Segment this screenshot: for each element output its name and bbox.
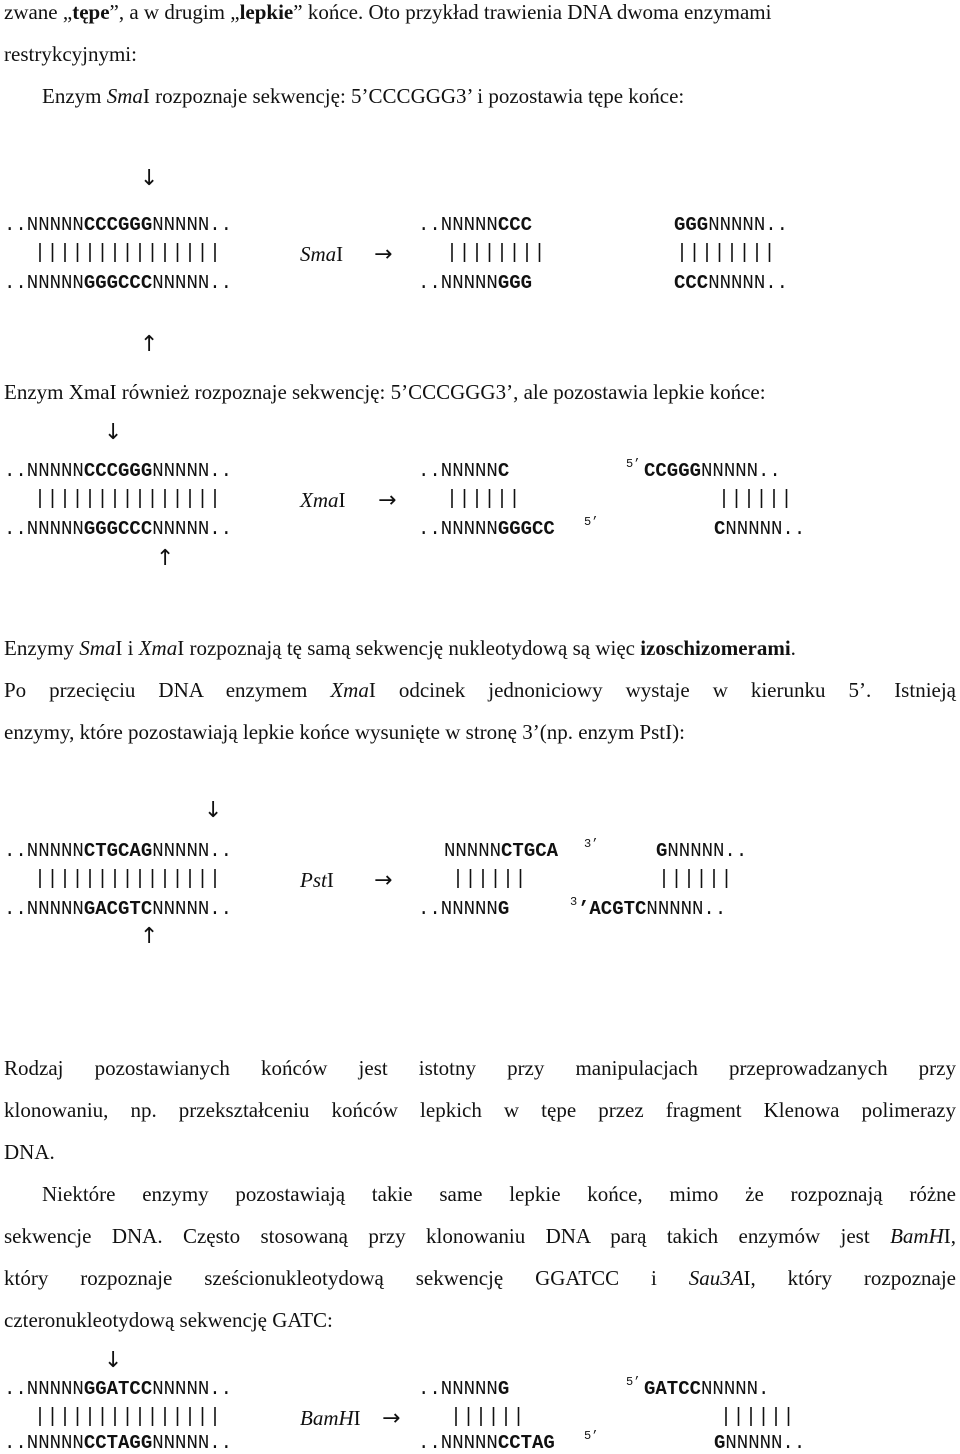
xma-result-top-right: CCGGGNNNNN.. [644, 460, 781, 482]
sma-enzyme-label: SmaI [300, 242, 344, 266]
sma-result-pairs-left: |||||||| [446, 242, 547, 265]
pst-enzyme-label: PstI [300, 868, 334, 892]
para-bamhi-4: czteronukleotydową sekwencję GATC: [4, 1308, 333, 1332]
term-lepkie: lepkie [239, 0, 294, 24]
pst-base-pairs: ||||||||||||||| [34, 868, 222, 891]
xma-enzyme-label: XmaI [300, 488, 346, 512]
text: ”, a w drugim „ [109, 0, 240, 24]
pst-result-pairs-left: |||||| [452, 868, 528, 891]
bam-top-strand: ..NNNNNGGATCCNNNNN.. [4, 1378, 233, 1400]
intro-line-1 [4, 2, 771, 23]
sma-result-bottom-left: ..NNNNNGGG [418, 272, 533, 294]
bam-bottom-strand: ..NNNNNCCTAGGNNNNN.. [4, 1432, 233, 1454]
cut-arrow-down-icon: ↓ [140, 166, 159, 191]
enzyme-name: Sma [106, 84, 143, 108]
para-bamhi-3: który rozpoznaje sześcionukleotydową sekwencję GGATCC i Sau3AI, który rozpoznaje [4, 1266, 956, 1290]
para-izoschizomery-1: Enzymy SmaI i XmaI rozpoznają tę samą sekwencję nukleotydową są więc izoschizomerami. [4, 636, 796, 660]
cut-arrow-down-icon: ↓ [104, 1348, 123, 1373]
term-tepe: tępe [72, 0, 110, 24]
xma-base-pairs: ||||||||||||||| [34, 488, 222, 511]
pst-result-bottom-left: ..NNNNNG [418, 898, 510, 920]
bam-result-bottom-right: GNNNNN.. [714, 1432, 806, 1454]
pst-end-label: 3’ [584, 837, 599, 851]
para-bamhi-2: sekwencje DNA. Często stosowaną przy klonowaniu DNA parą takich enzymów jest BamHI, [4, 1224, 956, 1248]
pst-result-top-left: NNNNNCTGCA [444, 840, 559, 862]
text: I rozpoznaje sekwencję: 5’CCCGGG3’ i pozostawia tępe końce: [142, 84, 685, 108]
para-klonowanie-2: klonowaniu, np. przekształceniu końców lepkich w tępe przez fragment Klenowa polimerazy [4, 1098, 956, 1122]
arrow-right-icon: → [374, 242, 393, 267]
sma-top-strand: ..NNNNNCCCGGGNNNNN.. [4, 214, 233, 236]
pst-result-pairs-right: |||||| [658, 868, 734, 891]
arrow-right-icon: → [378, 488, 397, 513]
sma-result-pairs-right: |||||||| [676, 242, 777, 265]
bam-result-bottom-left: ..NNNNNCCTAG [418, 1432, 555, 1454]
para-bamhi-1: Niektóre enzymy pozostawiają takie same lepkie końce, mimo że rozpoznają różne [42, 1182, 956, 1206]
para-izoschizomery-2: Po przecięciu DNA enzymem XmaI odcinek jednoniciowy wystaje w kierunku 5’. Istnieją [4, 678, 957, 702]
xma-bottom-strand: ..NNNNNGGGCCCNNNNN.. [4, 518, 233, 540]
xma-result-pairs-left: |||||| [446, 488, 522, 511]
pst-end-label: 3 [570, 895, 578, 909]
para-klonowanie-3: DNA. [4, 1140, 55, 1164]
sma-base-pairs: ||||||||||||||| [34, 242, 222, 265]
intro-line-3 [42, 86, 684, 107]
pst-bottom-strand: ..NNNNNGACGTCNNNNN.. [4, 898, 233, 920]
term-izoschizomery: izoschizomerami [640, 636, 791, 660]
xma-intro: Enzym XmaI również rozpoznaje sekwencję: 5’CCCGGG3’, ale pozostawia lepkie końce: [4, 380, 766, 404]
arrow-right-icon: → [382, 1406, 401, 1431]
bam-result-top-left: ..NNNNNG [418, 1378, 510, 1400]
pst-top-strand: ..NNNNNCTGCAGNNNNN.. [4, 840, 233, 862]
xma-top-strand: ..NNNNNCCCGGGNNNNN.. [4, 460, 233, 482]
bam-end-label: 5’ [584, 1429, 599, 1443]
cut-arrow-down-icon: ↓ [204, 798, 223, 823]
cut-arrow-up-icon: ↑ [156, 546, 175, 571]
text: Enzym [42, 84, 107, 108]
arrow-right-icon: → [374, 868, 393, 893]
intro-line-2: restrykcyjnymi: [4, 42, 137, 66]
cut-arrow-up-icon: ↑ [140, 332, 159, 357]
xma-result-bottom-right: CNNNNN.. [714, 518, 806, 540]
para-izoschizomery-3: enzymy, które pozostawiają lepkie końce wysunięte w stronę 3’(np. enzym PstI): [4, 720, 685, 744]
para-klonowanie-1: Rodzaj pozostawianych końców jest istotny przy manipulacjach przeprowadzanych przy [4, 1056, 956, 1080]
bam-enzyme-label: BamHI [300, 1406, 361, 1430]
sma-bottom-strand: ..NNNNNGGGCCCNNNNN.. [4, 272, 233, 294]
text: zwane „ [4, 0, 73, 24]
sma-result-top-left: ..NNNNNCCC [418, 214, 533, 236]
xma-end-label: 5’ [626, 457, 641, 471]
xma-result-top-left: ..NNNNNC [418, 460, 510, 482]
bam-end-label: 5’ [626, 1375, 641, 1389]
pst-result-bottom-right: ’ACGTCNNNNN.. [578, 898, 727, 920]
bam-result-pairs-left: |||||| [450, 1406, 526, 1429]
cut-arrow-up-icon: ↑ [140, 924, 159, 949]
cut-arrow-down-icon: ↓ [104, 420, 123, 445]
pst-result-top-right: GNNNNN.. [656, 840, 748, 862]
xma-result-bottom-left: ..NNNNNGGGCC [418, 518, 555, 540]
bam-result-top-right: GATCCNNNNN. [644, 1378, 770, 1400]
xma-result-pairs-right: |||||| [718, 488, 794, 511]
bam-base-pairs: ||||||||||||||| [34, 1406, 222, 1429]
sma-result-top-right: GGGNNNNN.. [674, 214, 789, 236]
xma-end-label: 5’ [584, 515, 599, 529]
bam-result-pairs-right: |||||| [720, 1406, 796, 1429]
sma-result-bottom-right: CCCNNNNN.. [674, 272, 789, 294]
text: ” końce. Oto przykład trawienia DNA dwoma enzymami [293, 0, 772, 24]
